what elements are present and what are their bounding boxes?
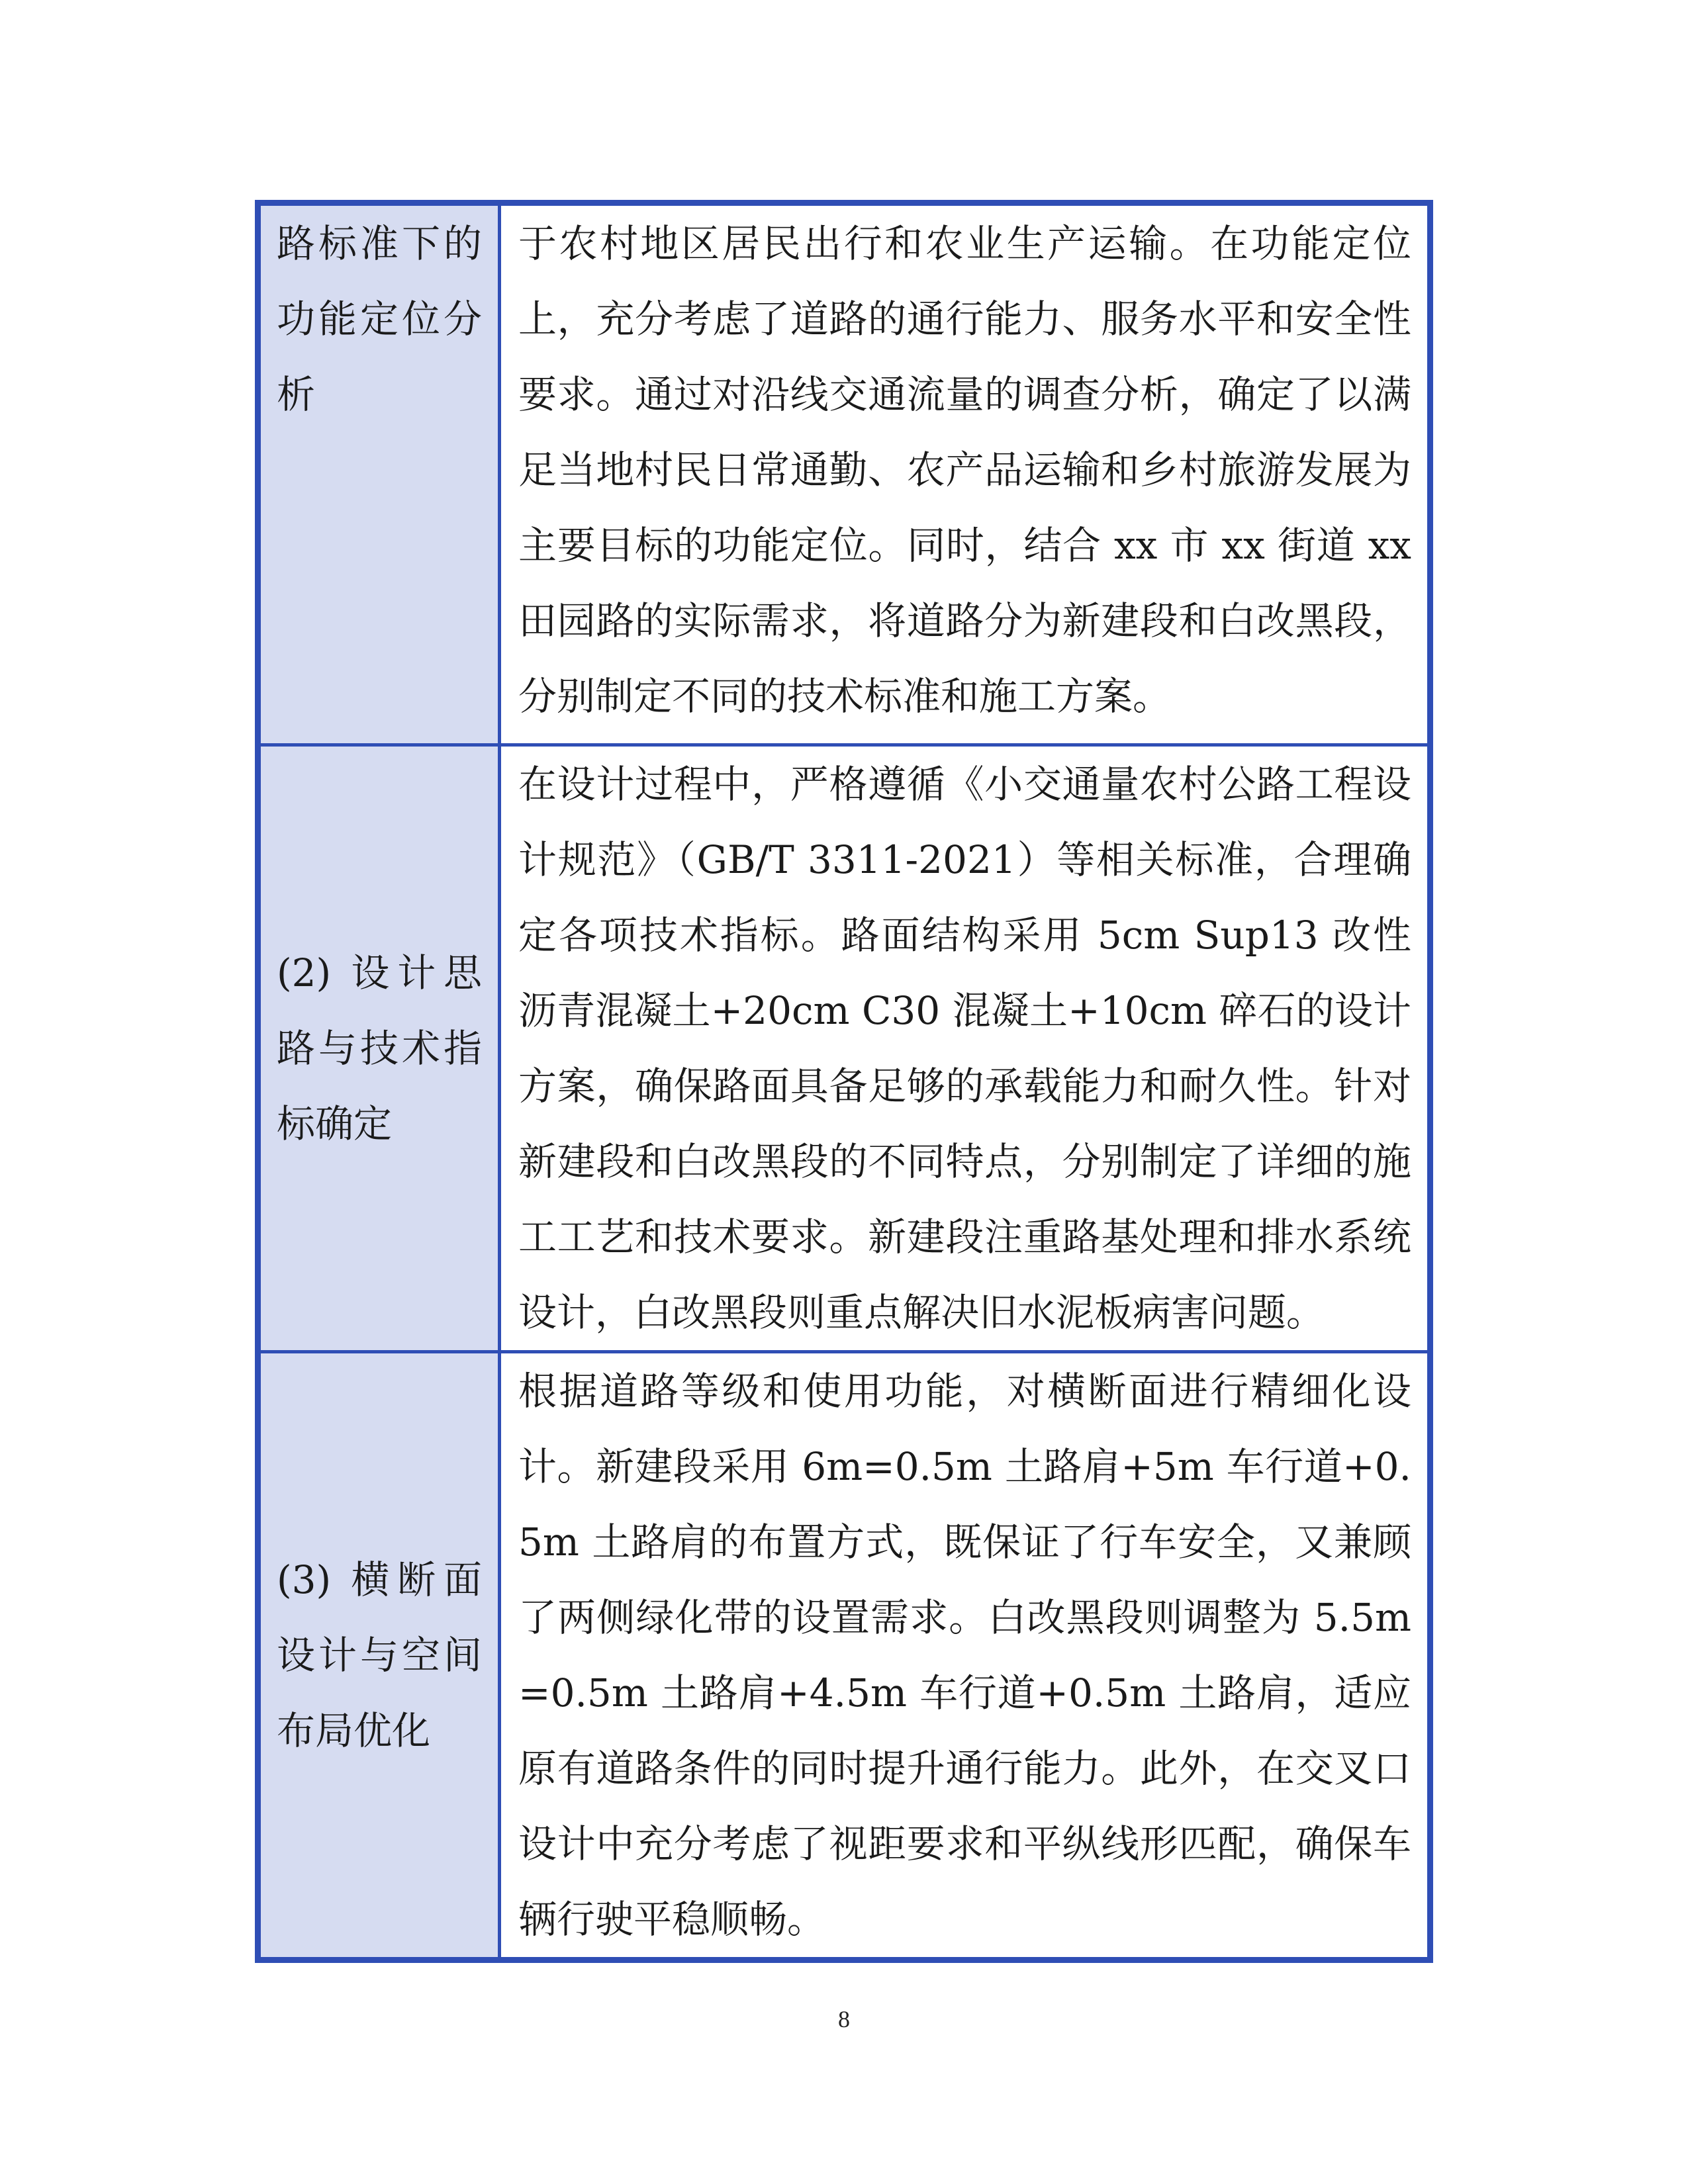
row-content: 在设计过程中，严格遵循《小交通量农村公路工程设计规范》（GB/T 3311-2021）等相关标准，合理确定各项技术指标。路面结构采用 5cm Sup13 改性沥青混凝土+20cm C30 混凝土+10cm 碎石的设计方案，确保路面具备足够的承载能力和耐久性。针对新建段和白改黑段的不同特点，分别制定了详细的施工工艺和技术要求。新建段注重路基处理和排水系统设计，白改黑段则重点解决旧水泥板病害问题。 [500, 745, 1430, 1352]
table-row [258, 203, 1430, 745]
row-content: 于农村地区居民出行和农业生产运输。在功能定位上，充分考虑了道路的通行能力、服务水平和安全性要求。通过对沿线交通流量的调查分析，确定了以满足当地村民日常通勤、农产品运输和乡村旅游发展为主要目标的功能定位。同时，结合 xx 市 xx 街道 xx 田园路的实际需求，将道路分为新建段和白改黑段，分别制定不同的技术标准和施工方案。 [500, 203, 1430, 745]
row-content: 根据道路等级和使用功能，对横断面进行精细化设计。新建段采用 6m=0.5m 土路肩+5m 车行道+0.5m 土路肩的布置方式，既保证了行车安全，又兼顾了两侧绿化带的设置需求。白改黑段则调整为 5.5m=0.5m 土路肩+4.5m 车行道+0.5m 土路肩，适应原有道路条件的同时提升通行能力。此外，在交叉口设计中充分考虑了视距要求和平纵线形匹配，确保车辆行驶平稳顺畅。 [500, 1352, 1430, 1960]
table-row [258, 745, 1430, 1352]
content-table [255, 200, 1433, 1963]
page-number: 8 [838, 2006, 850, 2032]
table-row [258, 1352, 1430, 1960]
row-label: (3) 横断面设计与空间布局优化 [258, 1352, 500, 1960]
row-label: (2) 设计思路与技术指标确定 [258, 745, 500, 1352]
row-label: 路标准下的功能定位分析 [258, 203, 500, 745]
